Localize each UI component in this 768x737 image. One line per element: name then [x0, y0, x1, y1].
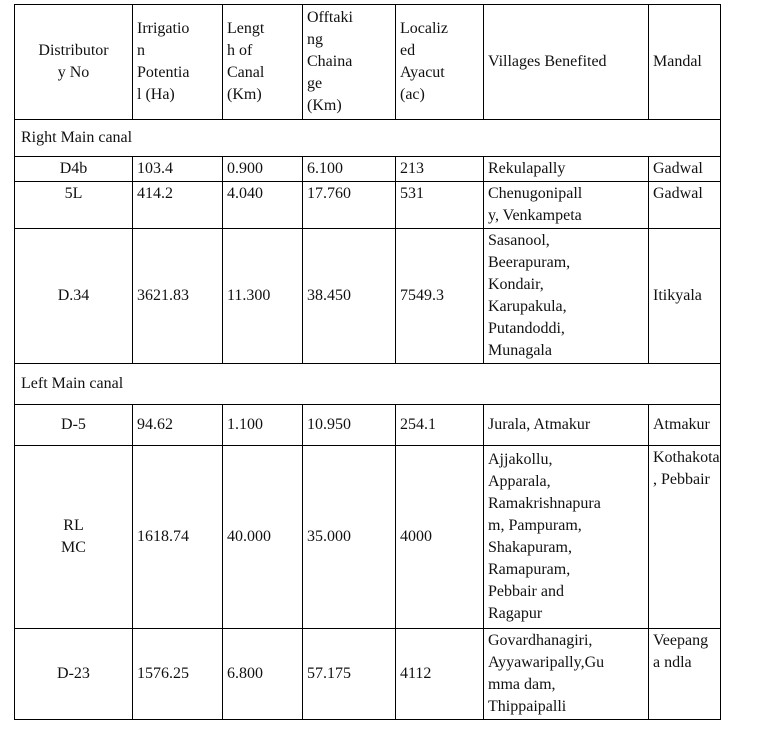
table-row: [15, 405, 721, 446]
villages-benefited: Ajjakollu, Apparala, Ramakrishnapura m, Pampuram, Shakapuram, Ramapuram, Pebbair and Ragapur: [484, 446, 649, 629]
irrigation-potential: 3621.83: [133, 229, 223, 364]
distributor-no: RL MC: [15, 446, 133, 629]
section-right-main-canal: Right Main canal: [15, 120, 721, 157]
villages-benefited: Sasanool, Beerapuram, Kondair, Karupakula, Putandoddi, Munagala: [484, 229, 649, 364]
mandal: Kothakota , Pebbair: [649, 446, 721, 629]
irrigation-potential: 1576.25: [133, 629, 223, 720]
section-row-right: [15, 120, 721, 157]
distributor-no: D-5: [15, 405, 133, 446]
distributor-no: D.34: [15, 229, 133, 364]
irrigation-potential: 94.62: [133, 405, 223, 446]
localized-ayacut: 7549.3: [396, 229, 484, 364]
header-row: [15, 5, 721, 120]
offtaking-chainage: 57.175: [303, 629, 396, 720]
distributor-no: D4b: [15, 157, 133, 182]
offtaking-chainage: 35.000: [303, 446, 396, 629]
villages-benefited: Govardhanagiri, Ayyawaripally,Gu mma dam, Thippaipalli: [484, 629, 649, 720]
localized-ayacut: 213: [396, 157, 484, 182]
localized-ayacut: 254.1: [396, 405, 484, 446]
section-row-left: [15, 364, 721, 405]
mandal: Gadwal: [649, 157, 721, 182]
distributor-table: [14, 4, 721, 720]
table-row: [15, 629, 721, 720]
localized-ayacut: 4112: [396, 629, 484, 720]
mandal: Atmakur: [649, 405, 721, 446]
mandal: Itikyala: [649, 229, 721, 364]
table-row: [15, 182, 721, 229]
villages-benefited: Jurala, Atmakur: [484, 405, 649, 446]
offtaking-chainage: 17.760: [303, 182, 396, 229]
table-row: [15, 157, 721, 182]
table-row: [15, 229, 721, 364]
distributor-no: 5L: [15, 182, 133, 229]
villages-benefited: Rekulapally: [484, 157, 649, 182]
section-left-main-canal: Left Main canal: [15, 364, 721, 405]
canal-length: 6.800: [223, 629, 303, 720]
offtaking-chainage: 38.450: [303, 229, 396, 364]
canal-length: 0.900: [223, 157, 303, 182]
header-villages: Villages Benefited: [484, 5, 649, 120]
header-length: Lengt h of Canal (Km): [223, 5, 303, 120]
header-distributor: Distributor y No: [15, 5, 133, 120]
header-mandal: Mandal: [649, 5, 721, 120]
canal-length: 4.040: [223, 182, 303, 229]
distributor-no: D-23: [15, 629, 133, 720]
mandal: Gadwal: [649, 182, 721, 229]
offtaking-chainage: 10.950: [303, 405, 396, 446]
irrigation-potential: 103.4: [133, 157, 223, 182]
canal-length: 1.100: [223, 405, 303, 446]
header-offtaking: Offtaki ng Chaina ge (Km): [303, 5, 396, 120]
header-ayacut: Localiz ed Ayacut (ac): [396, 5, 484, 120]
villages-benefited: Chenugonipall y, Venkampeta: [484, 182, 649, 229]
localized-ayacut: 4000: [396, 446, 484, 629]
localized-ayacut: 531: [396, 182, 484, 229]
mandal: Veepang a ndla: [649, 629, 721, 720]
offtaking-chainage: 6.100: [303, 157, 396, 182]
table-row: [15, 446, 721, 629]
canal-length: 11.300: [223, 229, 303, 364]
canal-length: 40.000: [223, 446, 303, 629]
irrigation-potential: 1618.74: [133, 446, 223, 629]
header-potential: Irrigatio n Potentia l (Ha): [133, 5, 223, 120]
irrigation-potential: 414.2: [133, 182, 223, 229]
